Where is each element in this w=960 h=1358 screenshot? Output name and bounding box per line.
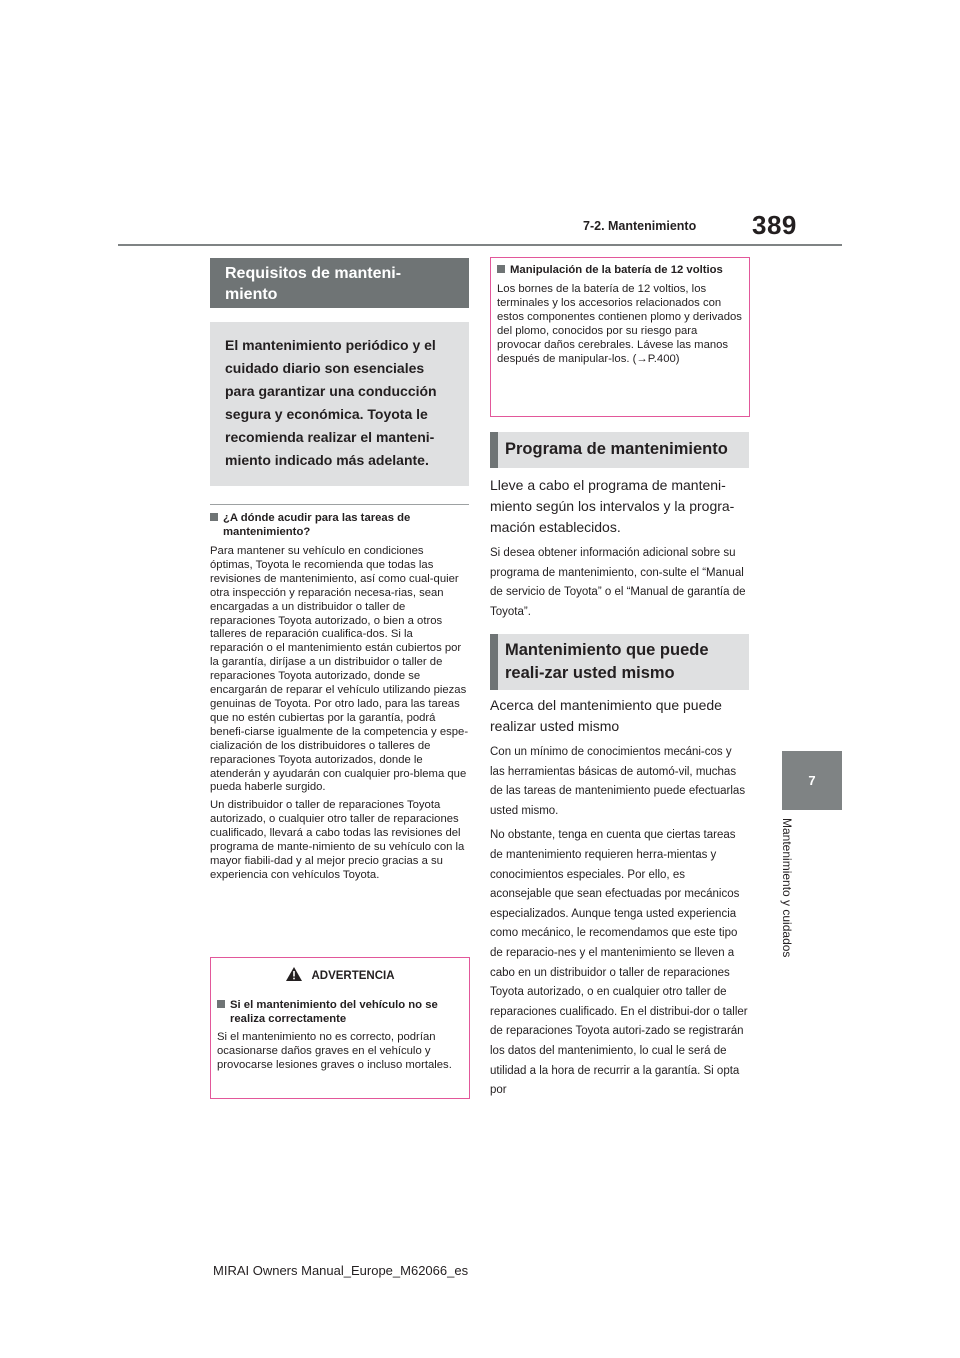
heading-accent-bar [490,432,498,468]
warning-header [211,958,469,992]
battery-text: Los bornes de la batería de 12 voltios, los terminales y los accesorios relacionados con estos componentes contienen plomo y derivados del plomo, conocidos por su riesgo para provocar daños cerebrales. Lávese las manos después de manipular-los. (→P.400) [497,283,742,365]
subheading-text: ¿A dónde acudir para las tareas de mantenimiento? [223,512,411,538]
section-heading-diy [490,634,749,690]
heading-accent-bar [490,634,498,690]
paragraph-dealer-services: Un distribuidor o taller de reparaciones Toyota autorizado, o cualquier otro taller de reparaciones cualificado, llevará a cabo todas las revisiones del programa de mante-nimiento de su vehículo con la mayor fiabili-dad y al mejor precio gracias a su experiencia con vehículos Toyota. [210,799,465,881]
right-column-lower [490,634,749,1101]
diy-lead: Acerca del mantenimiento que puede realizar usted mismo [490,697,722,734]
program-text: Si desea obtener información adicional sobre su programa de mantenimiento, con-sulte el “Manual de servicio de Toyota” o el “Manual de garantía de Toyota”. [490,547,746,618]
warning-subheading [217,998,463,1026]
warning-box [210,957,470,1099]
chapter-number-tab: 7 [782,751,842,810]
diy-paragraph-2: No obstante, tenga en cuenta que ciertas tareas de mantenimiento requieren herra-mientas y conocimientos especiales. Por ello, es aconsejable que sean efectuadas por mecánicos especializados. Aunque tenga usted experiencia como mecánico, le recomendamos que este tipo de reparacio-nes y el mantenimiento se lleven a cabo en un distribuidor o taller de reparaciones Toyota autorizado, o en cualquier otro taller de reparaciones cualificado. En el distribui-dor o taller de reparaciones Toyota autori-zado se registrarán los datos del mantenimiento, lo cual le será de utilidad a la hora de recurrir a la garantía. Si opta por [490,829,748,1097]
header-divider [118,244,842,246]
section-heading-programa [490,432,749,468]
section-heading-diy-text: Mantenimiento que puede reali-zar usted mismo [505,641,709,682]
battery-subheading [497,263,743,277]
square-bullet-icon [210,513,218,521]
warning-text: Si el mantenimiento no es correcto, podrían ocasionarse daños graves en el vehículo y provocarse lesiones graves o incluso mortales. [217,1031,452,1071]
diy-paragraph-1: Con un mínimo de conocimientos mecáni-cos y las herramientas básicas de automó-vil, muchas de las tareas de mantenimiento puede efectuarlas usted mismo. [490,746,746,817]
square-bullet-icon [497,265,505,273]
warning-label: ADVERTENCIA [311,970,395,982]
intro-box: El mantenimiento periódico y el cuidado diario son esenciales para garantizar una conducción segura y económica. Toyota le recomienda realizar el manteni-miento indicado más adelante. [210,322,469,486]
page-number: 389 [752,210,797,240]
square-bullet-icon [217,1000,225,1008]
section-reference: 7-2. Mantenimiento [583,219,697,233]
left-column [210,258,469,883]
right-column [490,432,749,622]
subheading-where-to-go [210,511,469,539]
battery-subheading-text: Manipulación de la batería de 12 voltios [510,264,723,276]
warning-triangle-icon [285,966,303,982]
section-heading-programa-text: Programa de mantenimiento [505,440,728,458]
chapter-title-vertical [780,818,804,988]
footer-manual-id: MIRAI Owners Manual_Europe_M62066_es [213,1263,469,1278]
section-heading-requisitos: Requisitos de manteni- miento [210,258,469,308]
warning-subheading-text: Si el mantenimiento del vehículo no se realiza correctamente [230,999,438,1025]
program-lead: Lleve a cabo el programa de manteni-miento según los intervalos y la progra-mación establecidos. [490,477,735,535]
paragraph-maintenance-where: Para mantener su vehículo en condiciones óptimas, Toyota le recomienda que todas las revisiones de mantenimiento, así como cual-quier otra inspección y reparación necesa-rias, sean encargadas a un distribuidor o taller de reparaciones Toyota autorizado, o bien a otros talleres de reparación cualifica-dos. Si la reparación o el mantenimiento están cubiertos por la garantía, diríjase a un distribuidor o taller de reparaciones Toyota autorizado, donde se encargarán de reparar el vehículo utilizando piezas genuinas de Toyota. Por otro lado, para las tareas que no estén cubiertas por la garantía, podrá benefi-ciarse igualmente de la competencia y espe-cialización de los distribuidores o talleres de reparaciones Toyota autorizados, donde le atenderán y ayudarán con cualquier pro-blema que pueda haberle surgido. [210,545,469,794]
battery-caution-box [490,257,750,417]
chapter-title-label: Mantenimiento y cuidados [780,818,794,958]
